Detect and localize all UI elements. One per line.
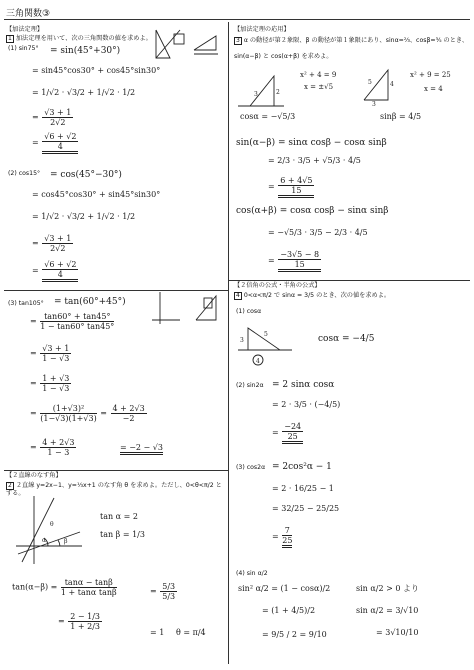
problem-3-text-2: sin(α−β) と cos(α+β) を求めよ。 [234,53,333,60]
cos-side-4: 4 [256,358,260,365]
sin75-line2: = sin45°cos30° + cos45°sin30° [32,66,161,75]
part-3-line4: = $\frac{7}{25}$ [272,526,293,548]
tan105-label: (3) tan105° [8,300,44,307]
section-header-double-half: 【２倍角の公式・半角の公式】 [234,282,321,289]
part-2-den: 25 [287,432,298,441]
cos15-l4-num: √3 + 1 [44,234,72,243]
tan-diff-line2: = $\frac{2 - 1/3}{1 + 2/3}$ [58,612,101,631]
eq-x-pm-sqrt5: x = ±√5 [304,83,334,91]
tan-diff-den: 1 + tanα tanβ [60,588,117,597]
eq-x-4: x = 4 [424,85,443,93]
tan105-line1: = tan(60°+45°) [54,297,126,307]
beta-side-5: 5 [368,79,372,86]
tan105-l3-den: 1 − √3 [42,354,70,363]
part-1-label: (1) cosα [236,308,262,315]
two-lines-figure [14,494,84,566]
cos15-line1: = cos(45°−30°) [50,170,122,180]
part-2-line1: = 2 sinα cosα [272,380,335,390]
sin-diff-formula: sin(α−β) = sinα cosβ − cosα sinβ [236,138,387,148]
triangle-figures-sin75 [150,28,220,68]
theta-symbol: θ [50,521,54,528]
triangle-45 [194,36,216,50]
tan105-l3-num: √3 + 1 [42,344,70,353]
tan-diff-res-num: 5/3 [162,582,176,591]
tan105-l5-num: (1+√3)² [40,404,96,414]
part-4-line2: = (1 + 4/5)/2 [262,606,316,615]
tan-beta-eq: tan β = 1/3 [100,530,145,539]
problem-4-text: 0<α<π/2 で sinα = 3/5 のとき、次の値を求めよ。 [243,292,391,299]
cos15-l5-den: 4 [57,270,63,279]
tan-diff2-num: 2 − 1/3 [70,612,101,621]
tan-diff-result: = $\frac{5/3}{5/3}$ [150,582,176,601]
tan105-l5-den: (1−√3)(1+√3) [40,414,97,423]
cos-sum-line3: = $\frac{-3√5 - 8}{15}$ [268,250,322,272]
sin75-line3: = 1/√2 · √3/2 + 1/√2 · 1/2 [32,88,136,97]
eq-x2-4: x² + 4 = 9 [300,71,337,79]
cos-sum-num: −3√5 − 8 [280,250,320,259]
cos15-l4-den: 2√2 [50,244,66,253]
beta-triangle [360,66,406,106]
cos-side-5: 5 [264,331,268,338]
part-4-side2: sin α/2 = 3/√10 [356,606,419,615]
line-steep [22,498,54,562]
part-4-line3: = 9/5 / 2 = 9/10 [262,630,327,639]
section-header-application: 【加法定理の応用】 [234,26,290,33]
section-header-addition: 【加法定理】 [6,26,44,33]
divider-right-1 [228,280,470,281]
tan105-l5-den2: −2 [122,414,135,423]
tan105-l5-num2: 4 + 2√3 [112,404,145,413]
part-3-line2: = 2 · 16/25 − 1 [272,484,334,493]
tan105-line6: = $\frac{4 + 2√3}{1 - 3}$ = −2 − √3 [30,438,163,457]
sin75-l4-num: √3 + 1 [44,108,72,117]
tan-alpha-eq: tan α = 2 [100,512,138,521]
sin75-l5-den: 4 [57,142,63,151]
tan105-line3: = $\frac{√3 + 1}{1 - √3}$ [30,344,70,363]
alpha-side-3: 3 [254,91,258,98]
cos-alpha-value: cosα = −√5/3 [240,112,296,121]
eq-x2-9: x² + 9 = 25 [410,71,451,79]
alpha-triangle [236,66,288,112]
column-divider [228,22,229,664]
part-3-line3: = 32/25 − 25/25 [272,504,340,513]
angle-arc-beta [58,540,60,546]
alpha-side-2: 2 [276,89,280,96]
part-4-line1: sin² α/2 = (1 − cosα)/2 [238,584,331,593]
sin75-l5-num: √6 + √2 [44,132,77,141]
cos-side-3: 3 [240,337,244,344]
section-header-angle: 【２直線のなす角】 [6,472,62,479]
cos15-line4: = $\frac{√3 + 1}{2√2}$ [32,234,72,253]
beta-side-4: 4 [390,81,394,88]
cos15-l5-num: √6 + √2 [44,260,77,269]
problem-3-text: α の動径が第２象限、β の動径が第１象限にあり、sinα=⅔、cosβ=⅗ のとき、 [243,37,469,44]
beta-side-3: 3 [372,101,376,108]
cos15-line2: = cos45°cos30° + sin45°sin30° [32,190,161,199]
tan-diff-res-den: 5/3 [162,592,176,601]
problem-4-statement [234,292,470,300]
page-title: 三角関数③ [6,9,51,19]
part-1-answer: cosα = −4/5 [318,334,375,344]
tan105-l2-den: 1 − tan60° tan45° [40,322,115,331]
sin75-line5: = $\frac{√6 + √2}{4}$ [32,132,79,154]
problem-1-number: 1 [8,35,12,42]
problem-3-number: 3 [236,37,240,44]
title-rule [4,19,470,20]
part-3-label: (3) cos2α [236,464,266,471]
part-3-line1: = 2cos²α − 1 [272,462,332,472]
part-2-line3: = $\frac{-24}{25}$ [272,422,304,444]
tan-diff-num: tanα − tanβ [61,578,117,588]
theta-final: θ = π/4 [176,628,206,637]
sin-diff-den: 15 [291,186,302,195]
cos15-line5: = $\frac{√6 + √2}{4}$ [32,260,79,282]
triangle-figures-tan105 [150,290,222,330]
problem-4-number: 4 [236,292,240,299]
cos-sum-den: 15 [294,260,305,269]
sin75-l4-den: 2√2 [50,118,66,127]
part-3-num: 7 [282,526,292,536]
beta-symbol: β [64,538,68,545]
tan-diff-eq-one: = 1 [150,628,165,637]
cos-sum-line2: = −√5/3 · 3/5 − 2/3 · 4/5 [268,228,368,237]
cos15-label: (2) cos15° [8,170,41,177]
sin-diff-line2: = 2/3 · 3/5 + √5/3 · 4/5 [268,156,361,165]
problem-1-statement [6,35,152,43]
tan105-l6-den: 1 − 3 [47,448,70,457]
cos-sum-formula: cos(α+β) = cosα cosβ − sinα sinβ [236,206,389,216]
tan-diff2-den: 1 + 2/3 [70,622,101,631]
problem-3-statement [234,37,470,45]
tan105-line2: = $\frac{\tan 60^\circ + \tan 45^\circ}{1 - \tan 60^\circ \tan 45^\circ}$ [30,312,115,331]
sin75-line1: = sin(45°+30°) [50,46,121,56]
part-4-side3: = 3√10/10 [376,628,419,637]
problem-2-text: ２直線 y=2x−1、y=⅓x+1 のなす角 θ を求めよ。ただし、0<θ<π/2 とする。 [6,482,222,497]
cos-alpha-triangle [236,322,296,370]
line-shallow [18,532,80,554]
part-2-label: (2) sin2α [236,382,264,389]
sin-diff-line3: = $\frac{6 + 4√5}{15}$ [268,176,315,198]
tan-diff-label: tan(α−β) = [12,582,58,592]
part-4-label: (4) sin α/2 [236,570,268,577]
tan105-line4: = $\frac{1 + √3}{1 - √3}$ [30,374,70,393]
sin75-label: (1) sin75° [8,45,39,52]
divider-left-2 [4,470,228,471]
tan105-l4-num: 1 + √3 [42,374,70,383]
sin-diff-num: 6 + 4√5 [280,176,313,185]
box-mark-b [204,298,212,308]
sin-beta-value: sinβ = 4/5 [380,112,422,121]
tan105-l2-num: tan60° + tan45° [40,312,114,322]
tan-diff-line1 [12,578,118,597]
sin75-line4: = $\frac{√3 + 1}{2√2}$ [32,108,72,127]
problem-1-text: 加法定理を用いて、次の三角関数の値を求めよ。 [15,35,152,42]
problem-2-number: 2 [8,482,12,489]
alpha-symbol: α [42,537,47,544]
tan105-line5: = $\frac{\text{(1+√3)²}}{(1-√3)(1+√3)}$ = $\frac{4 + 2√3}{-2}$ [30,404,145,423]
tan105-l4-den: 1 − √3 [42,384,70,393]
part-3-den: 25 [282,536,293,545]
part-2-num-value: 24 [290,422,302,431]
part-2-num: −24 [284,422,302,431]
part-2-line2: = 2 · 3/5 · (−4/5) [272,400,341,409]
part-4-side1: sin α/2 > 0 より [356,584,419,593]
tan105-final: = −2 − √3 [120,443,163,455]
cos15-line3: = 1/√2 · √3/2 + 1/√2 · 1/2 [32,212,136,221]
tan105-l6-num: 4 + 2√3 [42,438,75,447]
